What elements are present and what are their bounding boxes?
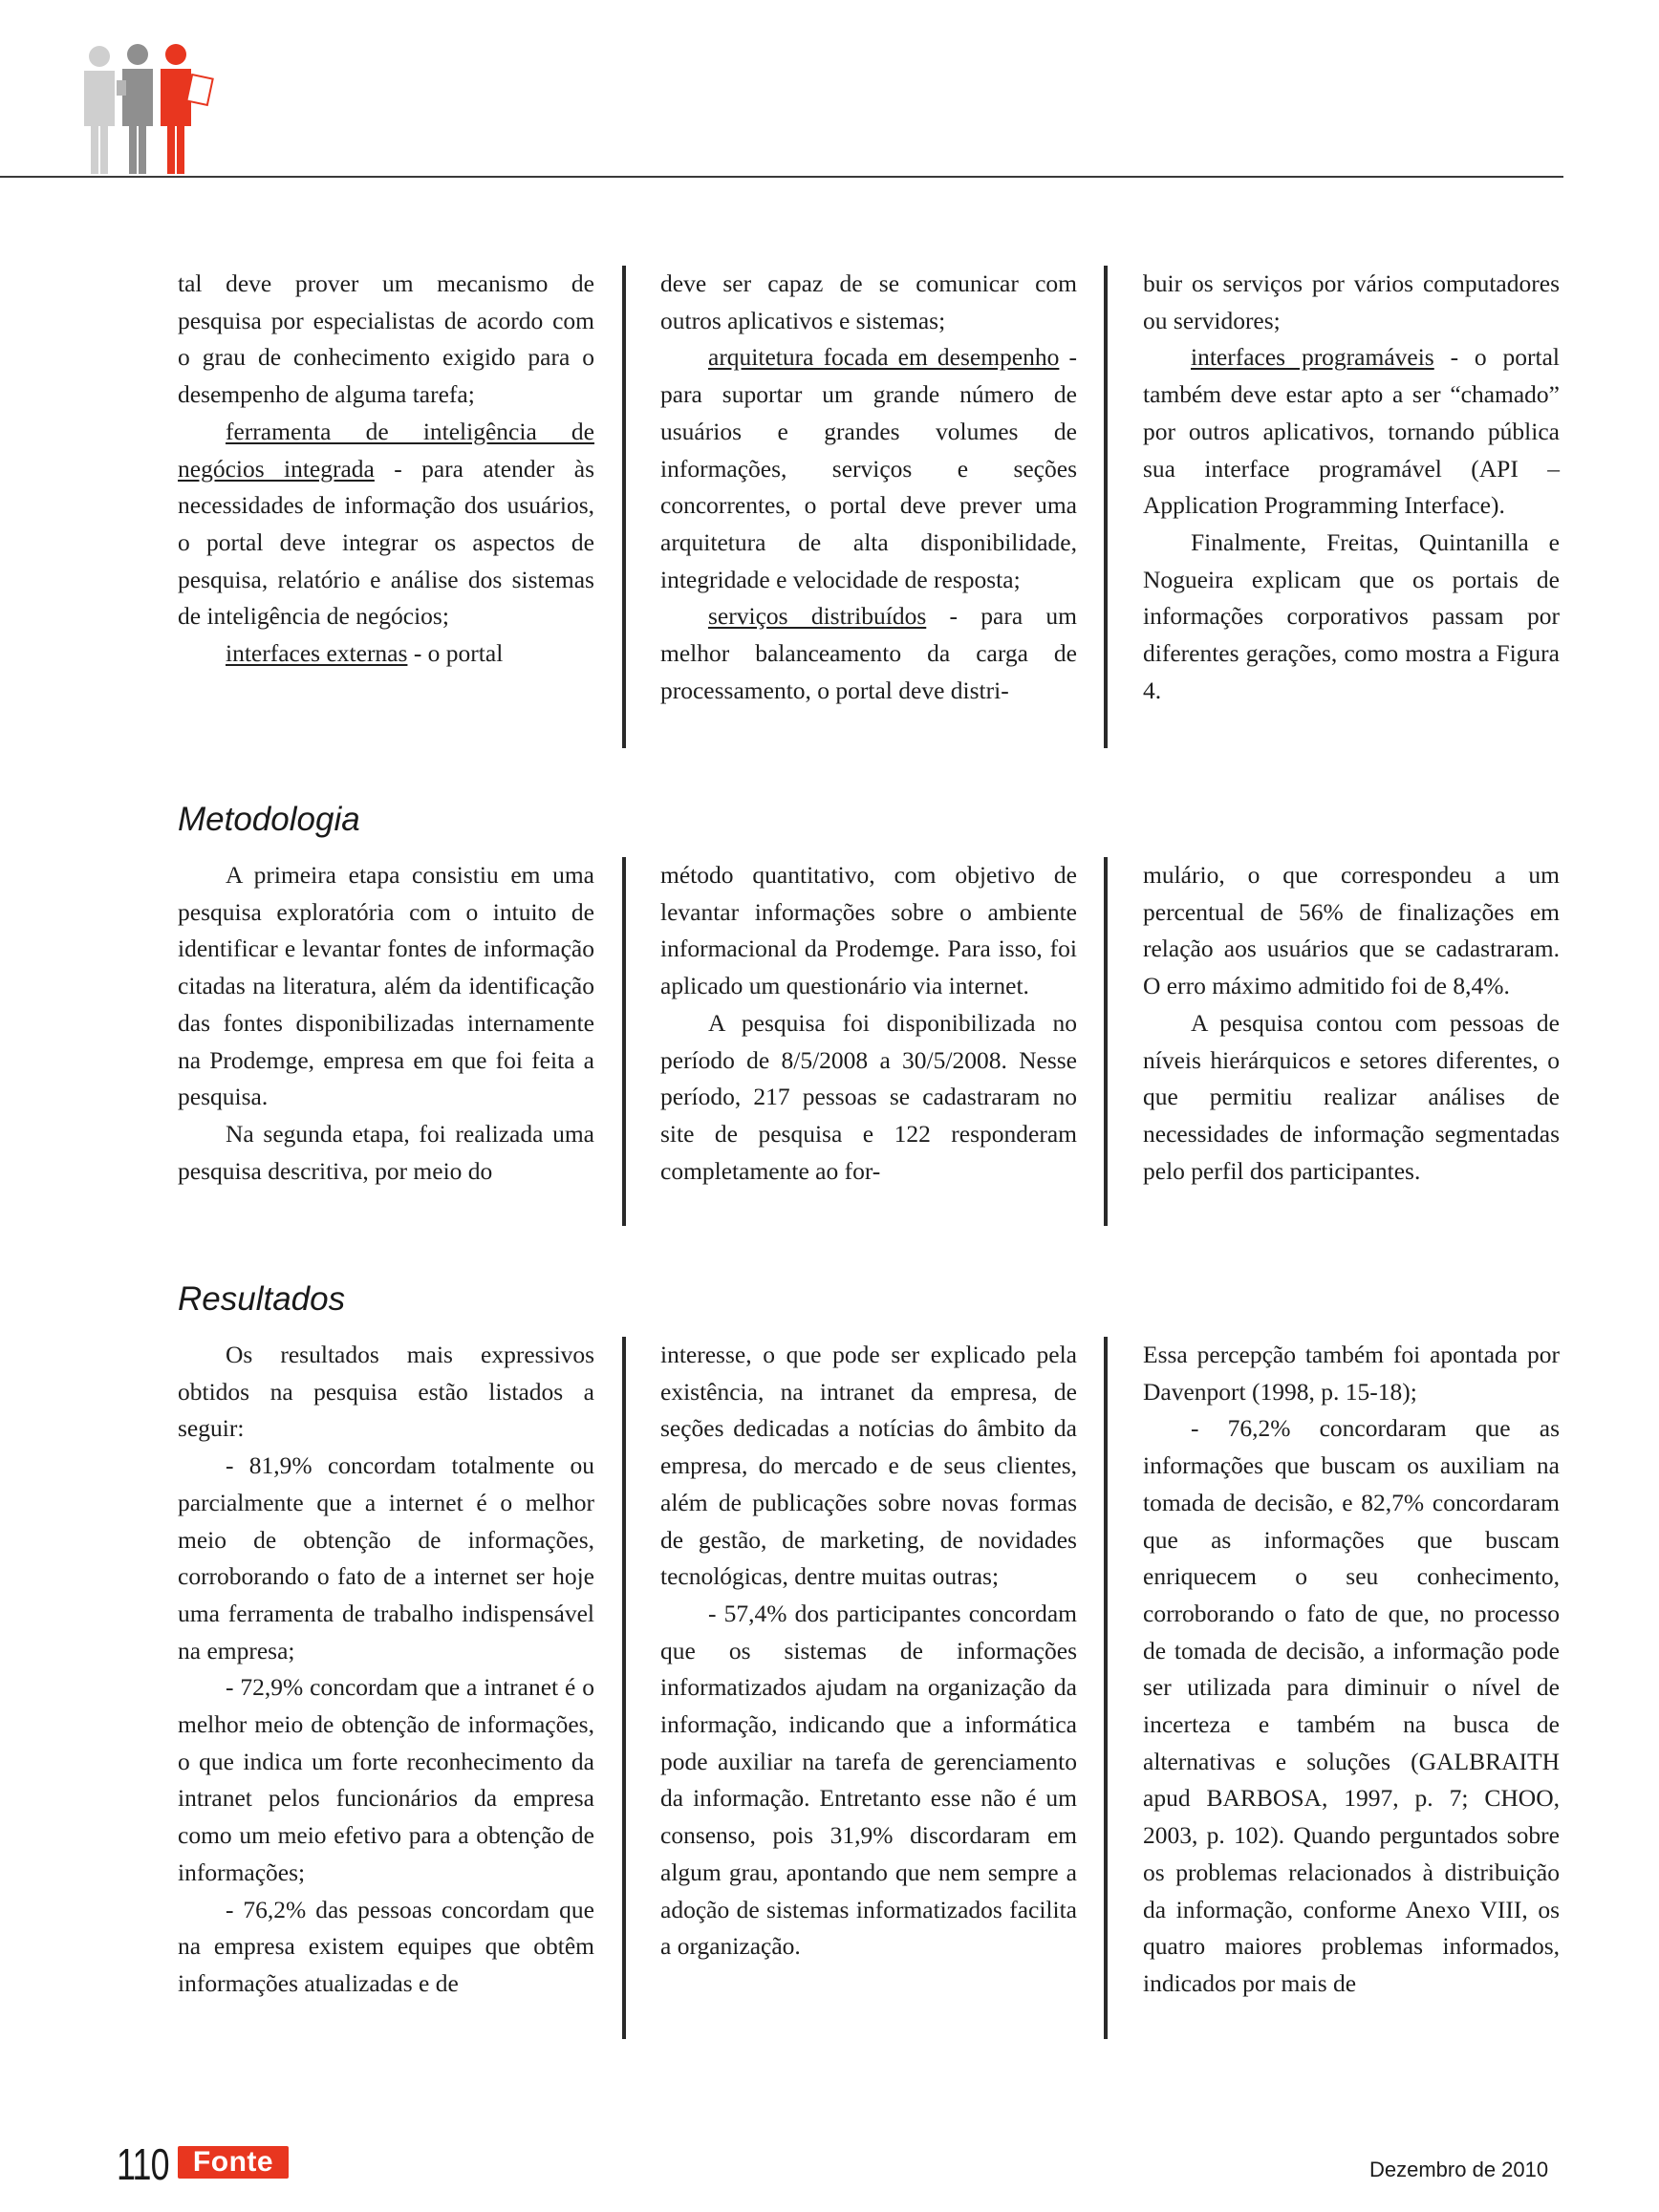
column-divider	[1104, 857, 1108, 1226]
paragraph: A primeira etapa consistiu em uma pesquisa exploratória com o intuito de identificar e levantar fontes de informação citadas na literatura, além da identificação das fontes disponibilizadas internamente na Prodemge, empresa em que foi feita a pesquisa.	[178, 861, 594, 1111]
intro-col-3	[1143, 266, 1560, 709]
resultados-section	[0, 1337, 1659, 2063]
underlined-term: interfaces externas	[226, 639, 408, 668]
paragraph: tal deve prover um mecanismo de pesquisa por especialistas de acordo com o grau de conhecimento exigido para o desempenho de alguma tarefa;	[178, 269, 594, 409]
paragraph-text: - o portal também deve estar apto a ser “chamado” por outros aplicativos, tornando pública sua interface programável (API – Application Programming Interface).	[1143, 343, 1560, 520]
metodologia-col-1	[178, 857, 594, 1190]
paragraph: A pesquisa contou com pessoas de níveis hierárquicos e setores diferentes, o que permitiu realizar análises de necessidades de informação segmentadas pelo perfil dos participantes.	[1143, 1008, 1560, 1185]
paragraph: - 76,2% das pessoas concordam que na empresa existem equipes que obtêm informações atualizadas e de	[178, 1895, 594, 1997]
underlined-term: interfaces programáveis	[1191, 343, 1434, 372]
paragraph: Na segunda etapa, foi realizada uma pesquisa descritiva, por meio do	[178, 1119, 594, 1185]
underlined-term: ferramenta de inteligência de negócios integrada	[178, 417, 594, 483]
intro-col-2	[660, 266, 1077, 709]
paragraph-text: - para um melhor balanceamento da carga de processamento, o portal deve distri-	[660, 602, 1077, 704]
section-heading-metodologia: Metodologia	[178, 801, 360, 838]
column-divider	[622, 1337, 626, 2039]
metodologia-col-3	[1143, 857, 1560, 1190]
logo-text: Fonte	[192, 2146, 274, 2178]
paragraph: interesse, o que pode ser explicado pela existência, na intranet da empresa, de seções dedicadas a notícias do âmbito da empresa, do mercado e de seus clientes, além de publicações sobre novas formas de gestão, de marketing, de novidades tecnológicas, dentre muitas outras;	[660, 1341, 1077, 1591]
paragraph-text: - o portal	[407, 639, 504, 668]
people-figures-icon	[78, 42, 222, 176]
resultados-col-3	[1143, 1337, 1560, 2003]
intro-col-1	[178, 266, 594, 673]
paragraph: Essa percepção também foi apontada por Davenport (1998, p. 15-18);	[1143, 1341, 1560, 1406]
paragraph: - 72,9% concordam que a intranet é o melhor meio de obtenção de informações, o que indica um forte reconhecimento da intranet pelos funcionários da empresa como um meio efetivo para a obtenção de informações;	[178, 1673, 594, 1886]
resultados-col-1	[178, 1337, 594, 2003]
paragraph: buir os serviços por vários computadores ou servidores;	[1143, 269, 1560, 334]
metodologia-section	[0, 857, 1659, 1239]
paragraph	[178, 635, 594, 673]
paragraph: A pesquisa foi disponibilizada no período de 8/5/2008 a 30/5/2008. Nesse período, 217 pessoas se cadastraram no site de pesquisa e 122 responderam completamente ao for-	[660, 1008, 1077, 1185]
underlined-term: serviços distribuídos	[708, 602, 927, 631]
paragraph: Os resultados mais expressivos obtidos na pesquisa estão listados a seguir:	[178, 1341, 594, 1443]
intro-section	[0, 266, 1659, 762]
paragraph	[1143, 339, 1560, 525]
metodologia-col-2	[660, 857, 1077, 1190]
resultados-col-2	[660, 1337, 1077, 1965]
paragraph: método quantitativo, com objetivo de levantar informações sobre o ambiente informacional da Prodemge. Para isso, foi aplicado um questionário via internet.	[660, 861, 1077, 1000]
paragraph	[178, 414, 594, 635]
column-divider	[622, 266, 626, 748]
paragraph: - 57,4% dos participantes concordam que os sistemas de informações informatizados ajudam na organização da informação, indicando que a informática pode auxiliar na tarefa de gerenciamento da informação. Entretanto esse não é um consenso, pois 31,9% discordaram em algum grau, apontando que nem sempre a adoção de sistemas informatizados facilita a organização.	[660, 1599, 1077, 1961]
paragraph	[660, 598, 1077, 709]
paragraph: - 76,2% concordaram que as informações que buscam os auxiliam na tomada de decisão, e 82,7% concordaram que as informações que buscam enriquecem o seu conhecimento, corroborando o fato de que, no processo de tomada de decisão, a informação pode ser utilizada para diminuir o nível de incerteza e também na busca de alternativas e soluções (GALBRAITH apud BARBOSA, 1997, p. 7; CHOO, 2003, p. 102). Quando perguntados sobre os problemas relacionados à distribuição da informação, conforme Anexo VIII, os quatro maiores problemas informados, indicados por mais de	[1143, 1414, 1560, 1997]
paragraph: mulário, o que correspondeu a um percentual de 56% de finalizações em relação aos usuários que se cadastraram. O erro máximo admitido foi de 8,4%.	[1143, 861, 1560, 1000]
column-divider	[1104, 266, 1108, 748]
paragraph: deve ser capaz de se comunicar com outros aplicativos e sistemas;	[660, 269, 1077, 334]
column-divider	[1104, 1337, 1108, 2039]
page-number: 110	[117, 2139, 169, 2189]
column-divider	[622, 857, 626, 1226]
issue-date: Dezembro de 2010	[1369, 2158, 1549, 2181]
paragraph-text: - para atender às necessidades de informação dos usuários, o portal deve integrar os aspectos de pesquisa, relatório e análise dos sistemas de inteligência de negócios;	[178, 454, 594, 631]
paragraph: Finalmente, Freitas, Quintanilla e Nogueira explicam que os portais de informações corporativos passam por diferentes gerações, como mostra a Figura 4.	[1143, 527, 1560, 704]
header-rule	[0, 176, 1563, 178]
underlined-term: arquitetura focada em desempenho	[708, 343, 1060, 372]
paragraph-text: - para suportar um grande número de usuários e grandes volumes de informações, serviços e seções concorrentes, o portal deve prever uma arquitetura de alta disponibilidade, integridade e velocidade de resposta;	[660, 343, 1077, 593]
paragraph	[660, 339, 1077, 598]
section-heading-resultados: Resultados	[178, 1280, 346, 1318]
fonte-logo	[178, 2146, 289, 2179]
paragraph: - 81,9% concordam totalmente ou parcialmente que a internet é o melhor meio de obtenção de informações, corroborando o fato de a internet ser hoje uma ferramenta de trabalho indispensável na empresa;	[178, 1451, 594, 1664]
